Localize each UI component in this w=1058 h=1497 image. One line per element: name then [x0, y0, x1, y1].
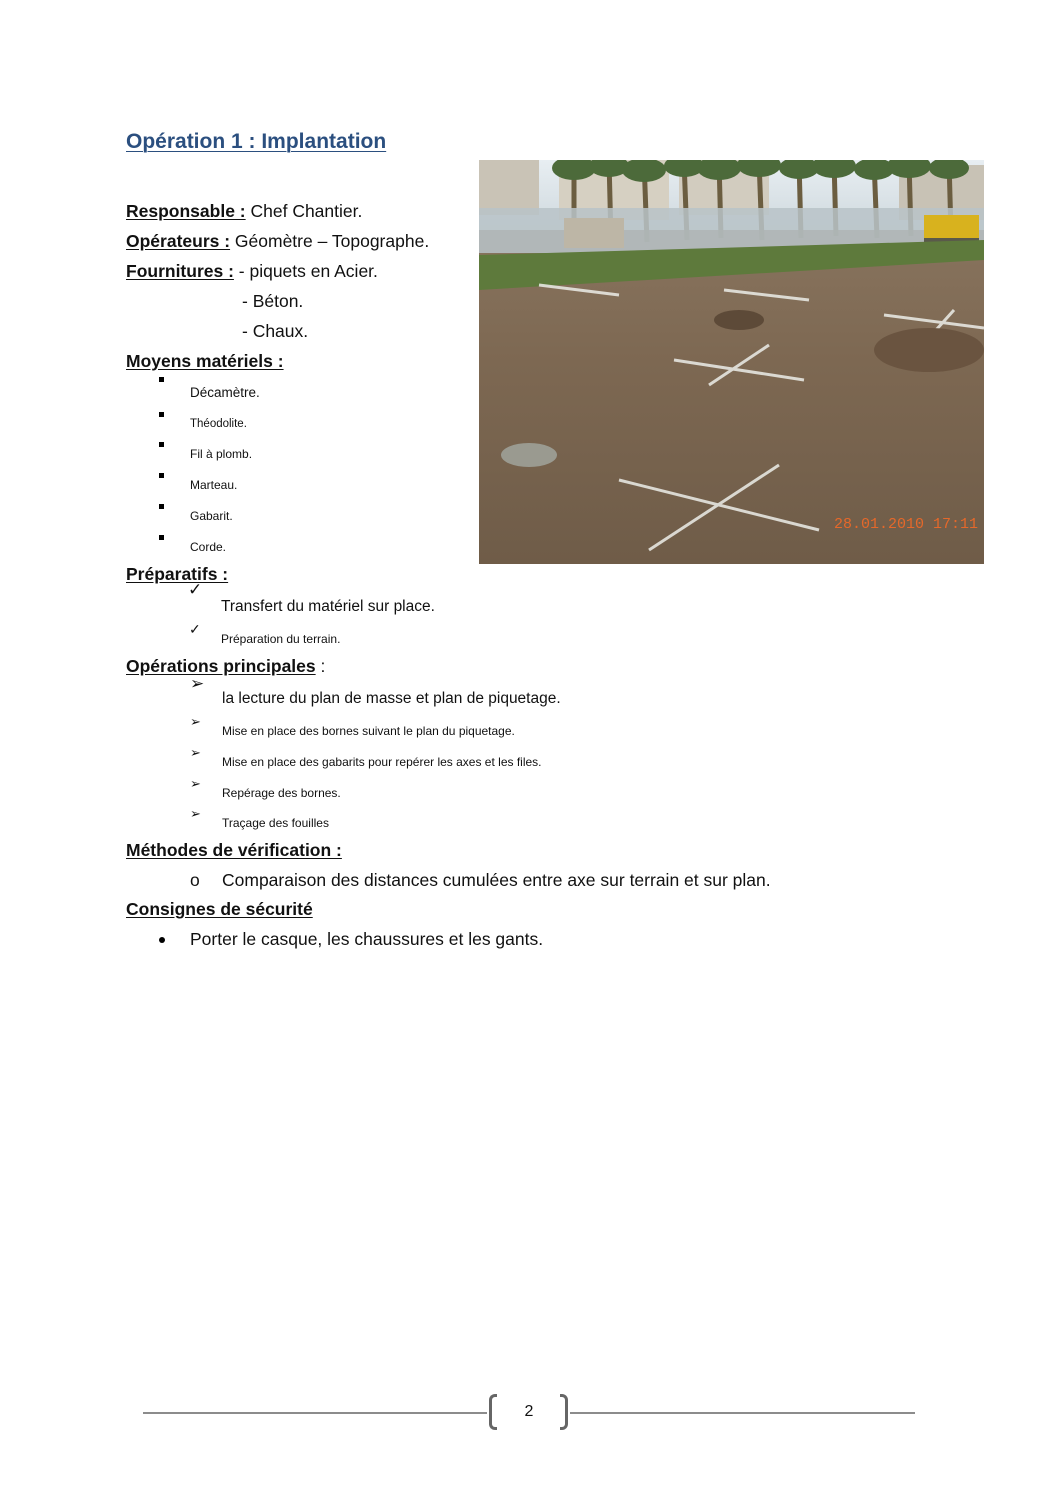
consignes-heading: Consignes de sécurité — [126, 899, 313, 919]
fournitures-item: - Béton. — [242, 291, 304, 311]
dot-bullet-icon — [159, 937, 165, 943]
fournitures-line — [126, 261, 378, 282]
circle-bullet: o — [190, 870, 200, 890]
fournitures-item: - piquets en Acier. — [233, 261, 378, 281]
responsable-line — [126, 201, 362, 222]
operations-item: la lecture du plan de masse et plan de piquetage. — [222, 690, 561, 707]
operateurs-value: Géomètre – Topographe. — [230, 231, 430, 251]
operations-item: Mise en place des bornes suivant le plan du piquetage. — [222, 724, 515, 738]
operations-item: Repérage des bornes. — [222, 786, 341, 800]
arrow-bullet-icon: ➢ — [190, 674, 205, 693]
page-bracket-right — [560, 1394, 568, 1430]
fournitures-label: Fournitures : — [126, 261, 234, 281]
operateurs-label: Opérateurs : — [126, 231, 231, 251]
arrow-bullet-icon: ➢ — [190, 745, 201, 760]
fournitures-item: - Chaux. — [242, 321, 309, 341]
checkmark-icon: ✓ — [189, 621, 201, 637]
square-bullet-icon — [159, 377, 164, 382]
square-bullet-icon — [159, 412, 164, 417]
moyens-item: Marteau. — [190, 478, 238, 492]
moyens-item: Décamètre. — [190, 385, 260, 400]
preparatifs-item: Préparation du terrain. — [221, 632, 341, 646]
footer-line-right — [570, 1412, 915, 1414]
checkmark-icon: ✓ — [188, 580, 203, 599]
methodes-item: Comparaison des distances cumulées entre axe sur terrain et sur plan. — [222, 870, 771, 890]
moyens-item: Fil à plomb. — [190, 447, 253, 461]
site-photo-drawing — [479, 160, 984, 564]
square-bullet-icon — [159, 442, 164, 447]
footer-line-left — [143, 1412, 487, 1414]
photo-timestamp: 28.01.2010 17:11 — [834, 516, 979, 533]
responsable-label: Responsable : — [126, 201, 246, 221]
moyens-item: Théodolite. — [190, 418, 247, 430]
preparatifs-heading: Préparatifs : — [126, 564, 229, 584]
square-bullet-icon — [159, 504, 164, 509]
moyens-heading: Moyens matériels : — [126, 351, 284, 371]
methodes-heading: Méthodes de vérification : — [126, 840, 342, 860]
operations-suffix: : — [315, 656, 326, 676]
site-photo — [479, 160, 984, 564]
moyens-item: Corde. — [190, 540, 227, 554]
operateurs-line — [126, 231, 429, 252]
arrow-bullet-icon: ➢ — [190, 776, 201, 791]
page-bracket-left — [489, 1394, 497, 1430]
responsable-value: Chef Chantier. — [245, 201, 363, 221]
operations-label: Opérations principales — [126, 656, 316, 676]
arrow-bullet-icon: ➢ — [190, 714, 201, 729]
operations-heading — [126, 656, 325, 677]
consignes-item: Porter le casque, les chaussures et les gants. — [190, 929, 544, 949]
operations-item: Mise en place des gabarits pour repérer les axes et les files. — [222, 755, 542, 769]
section-title: Opération 1 : Implantation — [126, 130, 387, 153]
operations-item: Traçage des fouilles — [222, 816, 329, 830]
page-number: 2 — [524, 1403, 534, 1420]
arrow-bullet-icon: ➢ — [190, 806, 201, 821]
moyens-item: Gabarit. — [190, 509, 233, 523]
square-bullet-icon — [159, 473, 164, 478]
preparatifs-item: Transfert du matériel sur place. — [221, 598, 435, 615]
square-bullet-icon — [159, 535, 164, 540]
